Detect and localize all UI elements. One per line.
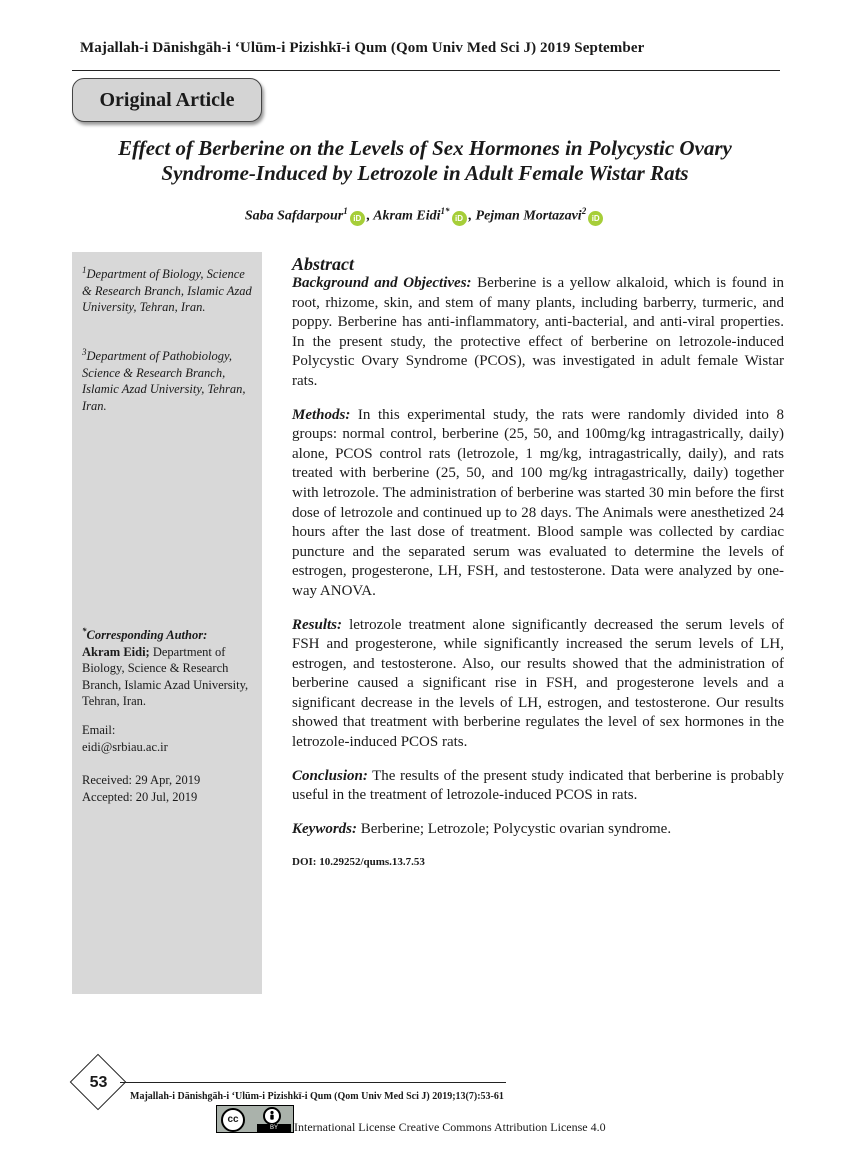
title-line-2: Syndrome-Induced by Letrozole in Adult Female Wistar Rats bbox=[161, 161, 689, 185]
author-affiliation-sup: 1* bbox=[440, 206, 450, 216]
keywords-section: Keywords: Berberine; Letrozole; Polycystic ovarian syndrome. bbox=[292, 820, 672, 837]
author-affiliation-sup: 2 bbox=[581, 206, 587, 216]
title-line-1: Effect of Berberine on the Levels of Sex Hormones in Polycystic Ovary bbox=[118, 136, 732, 160]
article-title bbox=[72, 136, 778, 186]
corresponding-author bbox=[82, 623, 257, 710]
doi-link[interactable]: DOI: 10.29252/qums.13.7.53 bbox=[292, 856, 425, 869]
corresponding-details: Akram Eidi; Department of Biology, Science & Research Branch, Islamic Azad University, Tehran, Iran. bbox=[82, 644, 249, 709]
footer-citation: Majallah-i Dānishgāh-i ʻUlūm-i Pizishkī-i Qum (Qom Univ Med Sci J) 2019;13(7):53-61 bbox=[130, 1091, 504, 1102]
article-info-sidebar bbox=[72, 252, 262, 994]
footer-divider bbox=[120, 1082, 506, 1083]
orcid-icon[interactable]: iD bbox=[350, 211, 365, 226]
person-icon bbox=[265, 1109, 279, 1123]
corresponding-label: *Corresponding Author: bbox=[82, 626, 208, 643]
conclusion-section: Conclusion: The results of the present study indicated that berberine is probably useful in the treatment of letrozole-induced PCOS in rats. bbox=[292, 767, 784, 804]
methods-section: Methods: In this experimental study, the rats were randomly divided into 8 groups: normal control, berberine (25, 50, and 100mg/kg intragastrically, daily) alone, PCOS control rats (letrozole, 1 mg/kg, intragastrically, daily), and rats treated with berberine (25, 50, and 100 mg/kg intragastrically, daily) together with letrozole. The administration of berberine was started 30 min before the first dose of letrozole and continued up to 28 days. The Animals were anesthetized 24 hours after the last dose of treatment. Blood sample was collected by cardiac puncture and the separated serum was evaluated to determine the levels of estrogen, progesterone, LH, FSH, and testosterone. Data were analyzed by one-way ANOVA. bbox=[292, 406, 784, 599]
affiliation-2: $^3$Department of Pathobiology, Science & Research Branch, Islamic Azad University, Tehran, Iran. bbox=[82, 347, 246, 413]
article-type-badge: Original Article bbox=[72, 78, 262, 122]
author-separator: , bbox=[366, 208, 374, 224]
author-name: Akram Eidi bbox=[373, 208, 441, 224]
cc-license-badge[interactable] bbox=[216, 1105, 294, 1133]
email-label: Email: bbox=[82, 723, 116, 737]
email-link[interactable]: eidi@srbiau.ac.ir bbox=[82, 739, 168, 754]
orcid-icon[interactable]: iD bbox=[588, 211, 603, 226]
results-section: Results: letrozole treatment alone significantly decreased the serum levels of FSH and progesterone, while significantly increased the serum levels of LH, estrogen, and testosterone. Also, our results showed that the administration of berberine caused a significant rise in FSH, and progesterone levels and a significant decrease in the levels of LH, estrogen, and testosterone. Our results showed that treatment with berberine regulates the level of sex hormones in the letrozole-induced PCOS rats. bbox=[292, 616, 784, 751]
author-name: Saba Safdarpour bbox=[244, 208, 344, 224]
cc-icon: cc bbox=[221, 1108, 245, 1132]
background-section: Background and Objectives: Berberine is a yellow alkaloid, which is found in root, rhizome, skin, and stem of many plants, including barberry, turmeric, and poppy. Berberine has anti-inflammatory, anti-bacterial, and anti-viral properties. In the present study, the protective effect of berberine on letrozole-induced Polycystic Ovary Syndrome (PCOS), was investigated in adult female Wistar rats. bbox=[292, 275, 784, 389]
header-divider bbox=[72, 70, 780, 71]
abstract-heading: Abstract bbox=[292, 254, 355, 274]
article-dates bbox=[82, 772, 257, 805]
abstract-body bbox=[292, 254, 784, 887]
attribution-person-icon bbox=[263, 1107, 281, 1125]
received-date: Received: 29 Apr, 2019 bbox=[82, 773, 201, 787]
page-number: 53 bbox=[89, 1074, 108, 1091]
author-name: Pejman Mortazavi bbox=[475, 208, 582, 224]
author-list bbox=[72, 206, 778, 226]
contact-email bbox=[82, 722, 257, 755]
accepted-date: Accepted: 20 Jul, 2019 bbox=[82, 789, 198, 804]
author-separator: , bbox=[468, 208, 476, 224]
cc-by-label: BY bbox=[257, 1124, 291, 1132]
journal-header: Majallah-i Dānishgāh-i ʻUlūm-i Pizishkī-i Qum (Qom Univ Med Sci J) 2019 September bbox=[80, 40, 645, 56]
affiliation-1: $^1$Department of Biology, Science & Research Branch, Islamic Azad University, Tehran, Iran. bbox=[82, 265, 252, 315]
license-text: International License Creative Commons Attribution License 4.0 bbox=[294, 1120, 606, 1134]
orcid-icon[interactable]: iD bbox=[452, 211, 467, 226]
author-affiliation-sup: 1 bbox=[343, 206, 348, 216]
